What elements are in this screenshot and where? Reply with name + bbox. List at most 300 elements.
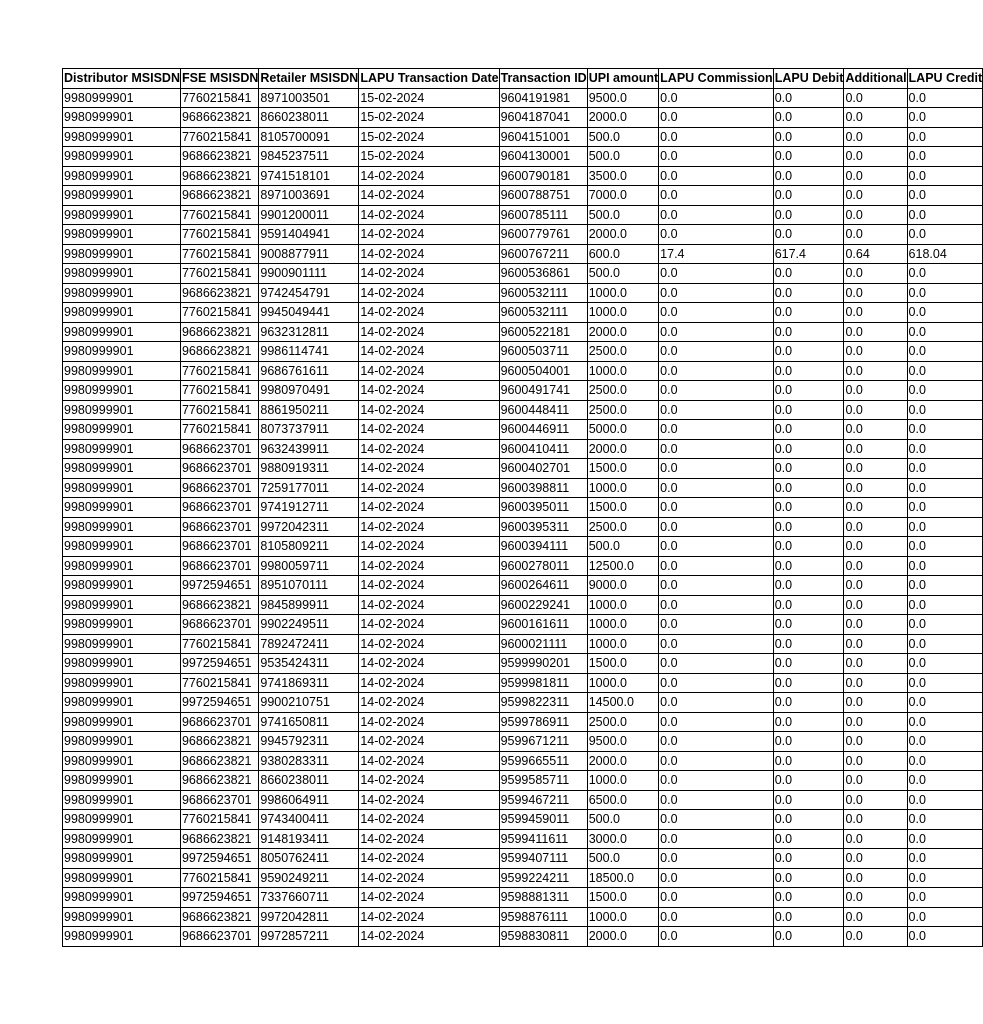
cell-lapu-credit: 0.0 (907, 927, 983, 947)
cell-fse-msisdn: 9686623821 (180, 283, 258, 303)
cell-distributor-msisdn: 9980999901 (63, 186, 181, 206)
cell-transaction-id: 9600790181 (499, 166, 587, 186)
cell-transaction-id: 9600448411 (499, 400, 587, 420)
cell-additional: 0.0 (844, 381, 907, 401)
cell-lapu-commission: 0.0 (659, 381, 774, 401)
cell-lapu-debit: 0.0 (773, 556, 844, 576)
cell-lapu-transaction-date: 14-02-2024 (359, 810, 499, 830)
cell-distributor-msisdn: 9980999901 (63, 420, 181, 440)
cell-distributor-msisdn: 9980999901 (63, 147, 181, 167)
cell-upi-amount: 2500.0 (587, 342, 658, 362)
cell-lapu-debit: 0.0 (773, 303, 844, 323)
cell-distributor-msisdn: 9980999901 (63, 400, 181, 420)
cell-lapu-credit: 0.0 (907, 400, 983, 420)
table-row (63, 186, 983, 206)
cell-lapu-debit: 0.0 (773, 595, 844, 615)
cell-fse-msisdn: 9686623701 (180, 537, 258, 557)
cell-lapu-debit: 0.0 (773, 322, 844, 342)
cell-fse-msisdn: 7760215841 (180, 381, 258, 401)
cell-lapu-transaction-date: 14-02-2024 (359, 205, 499, 225)
cell-lapu-debit: 0.0 (773, 381, 844, 401)
cell-lapu-commission: 0.0 (659, 147, 774, 167)
cell-retailer-msisdn: 8971003691 (259, 186, 359, 206)
cell-lapu-commission: 0.0 (659, 537, 774, 557)
cell-upi-amount: 3500.0 (587, 166, 658, 186)
cell-lapu-debit: 0.0 (773, 751, 844, 771)
cell-fse-msisdn: 9972594651 (180, 849, 258, 869)
cell-lapu-commission: 0.0 (659, 849, 774, 869)
cell-lapu-transaction-date: 14-02-2024 (359, 498, 499, 518)
cell-upi-amount: 3000.0 (587, 829, 658, 849)
cell-fse-msisdn: 9686623821 (180, 732, 258, 752)
cell-distributor-msisdn: 9980999901 (63, 264, 181, 284)
cell-distributor-msisdn: 9980999901 (63, 810, 181, 830)
cell-lapu-transaction-date: 15-02-2024 (359, 88, 499, 108)
cell-retailer-msisdn: 9980059711 (259, 556, 359, 576)
cell-upi-amount: 1000.0 (587, 283, 658, 303)
cell-additional: 0.0 (844, 88, 907, 108)
cell-lapu-debit: 0.0 (773, 810, 844, 830)
cell-retailer-msisdn: 9845237511 (259, 147, 359, 167)
cell-lapu-debit: 0.0 (773, 829, 844, 849)
cell-upi-amount: 500.0 (587, 849, 658, 869)
table-row (63, 303, 983, 323)
cell-retailer-msisdn: 9008877911 (259, 244, 359, 264)
cell-fse-msisdn: 7760215841 (180, 244, 258, 264)
table-row (63, 517, 983, 537)
cell-lapu-commission: 0.0 (659, 283, 774, 303)
cell-lapu-debit: 0.0 (773, 673, 844, 693)
cell-lapu-debit: 0.0 (773, 615, 844, 635)
cell-lapu-debit: 0.0 (773, 927, 844, 947)
cell-lapu-commission: 0.0 (659, 88, 774, 108)
cell-retailer-msisdn: 9535424311 (259, 654, 359, 674)
cell-transaction-id: 9599411611 (499, 829, 587, 849)
cell-additional: 0.0 (844, 225, 907, 245)
cell-lapu-transaction-date: 14-02-2024 (359, 868, 499, 888)
cell-transaction-id: 9600410411 (499, 439, 587, 459)
cell-lapu-commission: 0.0 (659, 517, 774, 537)
cell-upi-amount: 500.0 (587, 127, 658, 147)
cell-fse-msisdn: 9972594651 (180, 654, 258, 674)
cell-lapu-debit: 0.0 (773, 166, 844, 186)
cell-distributor-msisdn: 9980999901 (63, 517, 181, 537)
cell-lapu-debit: 0.0 (773, 634, 844, 654)
cell-upi-amount: 2000.0 (587, 751, 658, 771)
cell-lapu-transaction-date: 14-02-2024 (359, 927, 499, 947)
cell-lapu-debit: 0.0 (773, 342, 844, 362)
header-fse-msisdn: FSE MSISDN (180, 69, 258, 89)
cell-lapu-debit: 0.0 (773, 576, 844, 596)
cell-transaction-id: 9598881311 (499, 888, 587, 908)
cell-lapu-commission: 0.0 (659, 868, 774, 888)
cell-lapu-credit: 0.0 (907, 849, 983, 869)
cell-transaction-id: 9599981811 (499, 673, 587, 693)
cell-lapu-credit: 0.0 (907, 498, 983, 518)
cell-transaction-id: 9600532111 (499, 303, 587, 323)
cell-fse-msisdn: 7760215841 (180, 634, 258, 654)
cell-retailer-msisdn: 9880919311 (259, 459, 359, 479)
cell-additional: 0.0 (844, 517, 907, 537)
cell-lapu-debit: 0.0 (773, 186, 844, 206)
cell-lapu-credit: 0.0 (907, 88, 983, 108)
cell-fse-msisdn: 9686623701 (180, 459, 258, 479)
cell-transaction-id: 9599407111 (499, 849, 587, 869)
cell-additional: 0.0 (844, 400, 907, 420)
cell-upi-amount: 9500.0 (587, 732, 658, 752)
cell-distributor-msisdn: 9980999901 (63, 927, 181, 947)
cell-lapu-commission: 0.0 (659, 654, 774, 674)
cell-lapu-debit: 0.0 (773, 478, 844, 498)
cell-fse-msisdn: 9686623821 (180, 751, 258, 771)
table-row (63, 283, 983, 303)
cell-lapu-transaction-date: 14-02-2024 (359, 634, 499, 654)
cell-lapu-transaction-date: 14-02-2024 (359, 712, 499, 732)
cell-lapu-debit: 617.4 (773, 244, 844, 264)
cell-transaction-id: 9600532111 (499, 283, 587, 303)
cell-fse-msisdn: 7760215841 (180, 361, 258, 381)
cell-lapu-commission: 0.0 (659, 907, 774, 927)
cell-lapu-credit: 0.0 (907, 108, 983, 128)
cell-lapu-transaction-date: 14-02-2024 (359, 283, 499, 303)
cell-additional: 0.0 (844, 147, 907, 167)
cell-lapu-debit: 0.0 (773, 283, 844, 303)
cell-fse-msisdn: 7760215841 (180, 673, 258, 693)
cell-lapu-debit: 0.0 (773, 264, 844, 284)
cell-lapu-transaction-date: 14-02-2024 (359, 673, 499, 693)
cell-lapu-commission: 0.0 (659, 771, 774, 791)
cell-distributor-msisdn: 9980999901 (63, 888, 181, 908)
cell-retailer-msisdn: 8660238011 (259, 108, 359, 128)
cell-distributor-msisdn: 9980999901 (63, 205, 181, 225)
cell-additional: 0.0 (844, 907, 907, 927)
cell-transaction-id: 9600503711 (499, 342, 587, 362)
cell-retailer-msisdn: 9945049441 (259, 303, 359, 323)
cell-lapu-credit: 0.0 (907, 361, 983, 381)
cell-lapu-credit: 0.0 (907, 303, 983, 323)
cell-lapu-debit: 0.0 (773, 790, 844, 810)
cell-distributor-msisdn: 9980999901 (63, 283, 181, 303)
cell-transaction-id: 9599459011 (499, 810, 587, 830)
cell-additional: 0.0 (844, 732, 907, 752)
cell-lapu-debit: 0.0 (773, 108, 844, 128)
cell-lapu-credit: 0.0 (907, 186, 983, 206)
cell-lapu-transaction-date: 14-02-2024 (359, 361, 499, 381)
cell-retailer-msisdn: 9902249511 (259, 615, 359, 635)
cell-transaction-id: 9599467211 (499, 790, 587, 810)
table-row (63, 790, 983, 810)
cell-lapu-commission: 0.0 (659, 927, 774, 947)
table-row (63, 225, 983, 245)
cell-upi-amount: 1500.0 (587, 654, 658, 674)
cell-transaction-id: 9599990201 (499, 654, 587, 674)
cell-lapu-transaction-date: 14-02-2024 (359, 693, 499, 713)
cell-upi-amount: 1000.0 (587, 595, 658, 615)
cell-transaction-id: 9599224211 (499, 868, 587, 888)
cell-lapu-commission: 0.0 (659, 127, 774, 147)
cell-transaction-id: 9600161611 (499, 615, 587, 635)
cell-lapu-debit: 0.0 (773, 361, 844, 381)
cell-upi-amount: 600.0 (587, 244, 658, 264)
cell-distributor-msisdn: 9980999901 (63, 576, 181, 596)
cell-additional: 0.0 (844, 693, 907, 713)
cell-fse-msisdn: 9686623821 (180, 342, 258, 362)
cell-lapu-credit: 0.0 (907, 888, 983, 908)
cell-distributor-msisdn: 9980999901 (63, 225, 181, 245)
cell-transaction-id: 9599786911 (499, 712, 587, 732)
cell-retailer-msisdn: 8073737911 (259, 420, 359, 440)
cell-upi-amount: 6500.0 (587, 790, 658, 810)
cell-transaction-id: 9604151001 (499, 127, 587, 147)
cell-lapu-commission: 0.0 (659, 186, 774, 206)
cell-transaction-id: 9604130001 (499, 147, 587, 167)
cell-fse-msisdn: 9972594651 (180, 888, 258, 908)
cell-transaction-id: 9600767211 (499, 244, 587, 264)
cell-lapu-credit: 0.0 (907, 283, 983, 303)
cell-fse-msisdn: 9686623821 (180, 166, 258, 186)
table-row (63, 849, 983, 869)
cell-lapu-credit: 0.0 (907, 127, 983, 147)
cell-transaction-id: 9600536861 (499, 264, 587, 284)
cell-retailer-msisdn: 9901200011 (259, 205, 359, 225)
cell-fse-msisdn: 9686623701 (180, 556, 258, 576)
cell-lapu-transaction-date: 14-02-2024 (359, 264, 499, 284)
cell-lapu-commission: 0.0 (659, 810, 774, 830)
cell-distributor-msisdn: 9980999901 (63, 459, 181, 479)
table-row (63, 108, 983, 128)
cell-distributor-msisdn: 9980999901 (63, 654, 181, 674)
table-row (63, 673, 983, 693)
cell-lapu-commission: 0.0 (659, 829, 774, 849)
cell-lapu-debit: 0.0 (773, 654, 844, 674)
table-row (63, 771, 983, 791)
cell-retailer-msisdn: 7892472411 (259, 634, 359, 654)
cell-lapu-commission: 0.0 (659, 790, 774, 810)
cell-transaction-id: 9599822311 (499, 693, 587, 713)
table-row (63, 810, 983, 830)
cell-lapu-commission: 0.0 (659, 420, 774, 440)
cell-lapu-credit: 0.0 (907, 225, 983, 245)
cell-lapu-credit: 0.0 (907, 751, 983, 771)
table-row (63, 732, 983, 752)
cell-fse-msisdn: 7760215841 (180, 400, 258, 420)
cell-upi-amount: 1000.0 (587, 771, 658, 791)
cell-additional: 0.0 (844, 576, 907, 596)
cell-retailer-msisdn: 8660238011 (259, 771, 359, 791)
cell-transaction-id: 9600264611 (499, 576, 587, 596)
cell-transaction-id: 9600021111 (499, 634, 587, 654)
cell-lapu-credit: 0.0 (907, 381, 983, 401)
cell-additional: 0.0 (844, 615, 907, 635)
table-row (63, 693, 983, 713)
cell-lapu-commission: 0.0 (659, 595, 774, 615)
cell-lapu-transaction-date: 14-02-2024 (359, 771, 499, 791)
cell-upi-amount: 5000.0 (587, 420, 658, 440)
cell-distributor-msisdn: 9980999901 (63, 88, 181, 108)
table-row (63, 498, 983, 518)
cell-retailer-msisdn: 9743400411 (259, 810, 359, 830)
cell-fse-msisdn: 9686623821 (180, 595, 258, 615)
cell-lapu-commission: 0.0 (659, 732, 774, 752)
cell-fse-msisdn: 9686623821 (180, 147, 258, 167)
cell-lapu-transaction-date: 14-02-2024 (359, 537, 499, 557)
cell-lapu-transaction-date: 14-02-2024 (359, 420, 499, 440)
cell-lapu-transaction-date: 14-02-2024 (359, 244, 499, 264)
cell-distributor-msisdn: 9980999901 (63, 166, 181, 186)
cell-lapu-debit: 0.0 (773, 849, 844, 869)
cell-upi-amount: 500.0 (587, 810, 658, 830)
cell-lapu-commission: 0.0 (659, 459, 774, 479)
cell-retailer-msisdn: 9380283311 (259, 751, 359, 771)
cell-lapu-transaction-date: 14-02-2024 (359, 517, 499, 537)
cell-retailer-msisdn: 9742454791 (259, 283, 359, 303)
table-row (63, 439, 983, 459)
cell-additional: 0.0 (844, 459, 907, 479)
cell-upi-amount: 9500.0 (587, 88, 658, 108)
cell-lapu-commission: 0.0 (659, 303, 774, 323)
cell-fse-msisdn: 9686623821 (180, 907, 258, 927)
cell-lapu-credit: 0.0 (907, 147, 983, 167)
cell-lapu-transaction-date: 14-02-2024 (359, 342, 499, 362)
cell-retailer-msisdn: 9845899911 (259, 595, 359, 615)
cell-additional: 0.0 (844, 771, 907, 791)
cell-lapu-credit: 0.0 (907, 537, 983, 557)
cell-upi-amount: 2000.0 (587, 225, 658, 245)
header-retailer-msisdn: Retailer MSISDN (259, 69, 359, 89)
cell-lapu-transaction-date: 14-02-2024 (359, 829, 499, 849)
cell-distributor-msisdn: 9980999901 (63, 322, 181, 342)
cell-distributor-msisdn: 9980999901 (63, 732, 181, 752)
cell-retailer-msisdn: 8105809211 (259, 537, 359, 557)
cell-distributor-msisdn: 9980999901 (63, 693, 181, 713)
cell-distributor-msisdn: 9980999901 (63, 244, 181, 264)
cell-additional: 0.0 (844, 927, 907, 947)
header-upi-amount: UPI amount (587, 69, 658, 89)
cell-lapu-credit: 0.0 (907, 732, 983, 752)
cell-transaction-id: 9600522181 (499, 322, 587, 342)
cell-fse-msisdn: 9686623821 (180, 322, 258, 342)
cell-lapu-credit: 618.04 (907, 244, 983, 264)
cell-distributor-msisdn: 9980999901 (63, 303, 181, 323)
cell-upi-amount: 2000.0 (587, 439, 658, 459)
cell-retailer-msisdn: 9632439911 (259, 439, 359, 459)
cell-transaction-id: 9600788751 (499, 186, 587, 206)
cell-lapu-debit: 0.0 (773, 693, 844, 713)
cell-additional: 0.0 (844, 108, 907, 128)
cell-additional: 0.0 (844, 264, 907, 284)
cell-additional: 0.0 (844, 361, 907, 381)
cell-additional: 0.0 (844, 186, 907, 206)
table-row (63, 888, 983, 908)
header-additional: Additional (844, 69, 907, 89)
cell-lapu-commission: 0.0 (659, 576, 774, 596)
header-transaction-id: Transaction ID (499, 69, 587, 89)
cell-upi-amount: 1000.0 (587, 361, 658, 381)
table-row (63, 634, 983, 654)
cell-fse-msisdn: 9686623821 (180, 771, 258, 791)
cell-transaction-id: 9600779761 (499, 225, 587, 245)
table-row (63, 459, 983, 479)
cell-lapu-debit: 0.0 (773, 127, 844, 147)
cell-upi-amount: 1500.0 (587, 498, 658, 518)
table-row (63, 361, 983, 381)
cell-lapu-transaction-date: 14-02-2024 (359, 849, 499, 869)
cell-upi-amount: 2500.0 (587, 517, 658, 537)
cell-retailer-msisdn: 8105700091 (259, 127, 359, 147)
cell-additional: 0.0 (844, 205, 907, 225)
cell-fse-msisdn: 9972594651 (180, 576, 258, 596)
cell-transaction-id: 9604191981 (499, 88, 587, 108)
cell-lapu-commission: 0.0 (659, 264, 774, 284)
cell-lapu-credit: 0.0 (907, 420, 983, 440)
cell-lapu-commission: 0.0 (659, 322, 774, 342)
cell-upi-amount: 2000.0 (587, 108, 658, 128)
cell-lapu-commission: 0.0 (659, 498, 774, 518)
cell-retailer-msisdn: 9148193411 (259, 829, 359, 849)
cell-additional: 0.0 (844, 868, 907, 888)
cell-lapu-commission: 0.0 (659, 478, 774, 498)
cell-lapu-commission: 17.4 (659, 244, 774, 264)
cell-lapu-debit: 0.0 (773, 459, 844, 479)
cell-additional: 0.0 (844, 634, 907, 654)
cell-lapu-credit: 0.0 (907, 478, 983, 498)
table-row (63, 264, 983, 284)
cell-lapu-transaction-date: 14-02-2024 (359, 439, 499, 459)
cell-fse-msisdn: 7760215841 (180, 88, 258, 108)
cell-retailer-msisdn: 9972042811 (259, 907, 359, 927)
cell-retailer-msisdn: 7337660711 (259, 888, 359, 908)
cell-fse-msisdn: 7760215841 (180, 205, 258, 225)
cell-retailer-msisdn: 8951070111 (259, 576, 359, 596)
cell-lapu-transaction-date: 14-02-2024 (359, 478, 499, 498)
cell-distributor-msisdn: 9980999901 (63, 498, 181, 518)
cell-transaction-id: 9600491741 (499, 381, 587, 401)
cell-transaction-id: 9600398811 (499, 478, 587, 498)
cell-lapu-transaction-date: 14-02-2024 (359, 303, 499, 323)
cell-additional: 0.0 (844, 439, 907, 459)
table-row (63, 342, 983, 362)
header-lapu-credit: LAPU Credit (907, 69, 983, 89)
cell-lapu-transaction-date: 14-02-2024 (359, 166, 499, 186)
cell-fse-msisdn: 9686623701 (180, 439, 258, 459)
cell-lapu-commission: 0.0 (659, 556, 774, 576)
table-row (63, 400, 983, 420)
cell-transaction-id: 9600402701 (499, 459, 587, 479)
cell-lapu-credit: 0.0 (907, 693, 983, 713)
cell-additional: 0.0 (844, 498, 907, 518)
cell-distributor-msisdn: 9980999901 (63, 537, 181, 557)
cell-fse-msisdn: 7760215841 (180, 303, 258, 323)
cell-lapu-transaction-date: 14-02-2024 (359, 186, 499, 206)
cell-upi-amount: 1000.0 (587, 907, 658, 927)
cell-lapu-debit: 0.0 (773, 888, 844, 908)
cell-upi-amount: 1000.0 (587, 303, 658, 323)
cell-fse-msisdn: 7760215841 (180, 264, 258, 284)
cell-lapu-credit: 0.0 (907, 810, 983, 830)
cell-retailer-msisdn: 9632312811 (259, 322, 359, 342)
cell-lapu-credit: 0.0 (907, 166, 983, 186)
cell-additional: 0.64 (844, 244, 907, 264)
table-row (63, 244, 983, 264)
cell-upi-amount: 1000.0 (587, 634, 658, 654)
cell-lapu-transaction-date: 14-02-2024 (359, 751, 499, 771)
cell-distributor-msisdn: 9980999901 (63, 771, 181, 791)
cell-lapu-debit: 0.0 (773, 732, 844, 752)
cell-upi-amount: 7000.0 (587, 186, 658, 206)
cell-lapu-debit: 0.0 (773, 498, 844, 518)
cell-lapu-debit: 0.0 (773, 537, 844, 557)
cell-fse-msisdn: 7760215841 (180, 868, 258, 888)
